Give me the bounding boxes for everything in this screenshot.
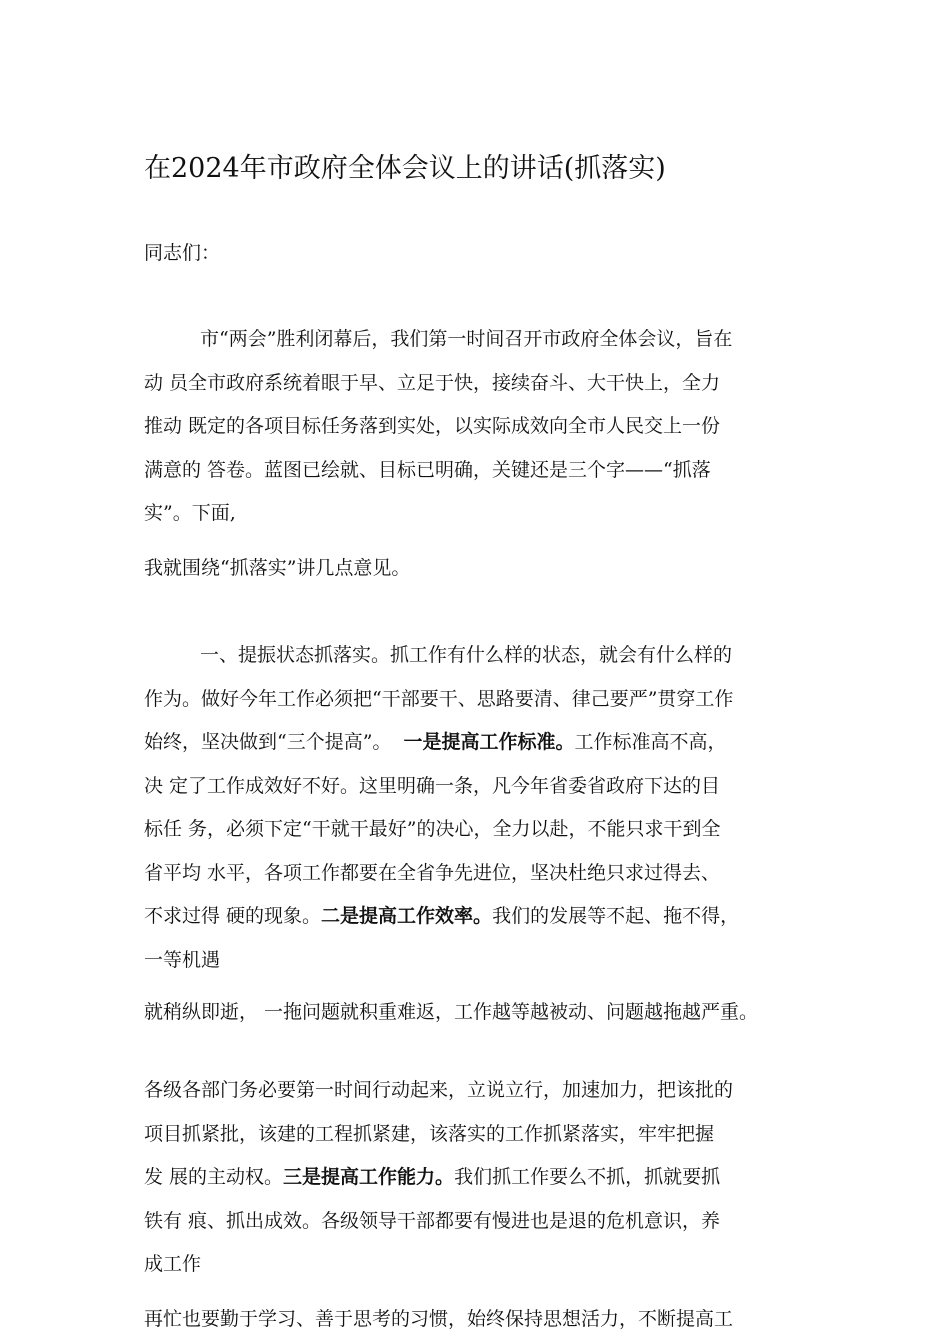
text-run: 我们的发展等不起、拖不得， [492,905,740,927]
paragraph-line: 各级各部门务必要第一时间行动起来，立说立行，加速加力，把该批的 [144,1079,734,1101]
text-run: 发 展的主动权。 [144,1166,284,1188]
paragraph-line: 省平均 水平，各项工作都要在全省争先进位，坚决杜绝只求过得去、 [144,861,721,884]
text-run: 工作标准高不高， [574,731,727,753]
paragraph-line: 一等机遇 [144,948,221,971]
paragraph-line: 实”。下面, [144,502,236,524]
paragraph-line: 决 定了工作成效好不好。这里明确一条，凡今年省委省政府下达的目 [144,774,721,797]
paragraph-line: 项目抓紧批，该建的工程抓紧建，该落实的工作抓紧落实，牢牢把握 [144,1122,715,1145]
paragraph-line: 满意的 答卷。蓝图已绘就、目标已明确，关键还是三个字——“抓落 [144,458,711,481]
paragraph-6 [144,1298,814,1342]
document-title: 在2024年市政府全体会议上的讲话(抓落实) [144,153,666,184]
paragraph-4 [144,991,814,1035]
paragraph-line [144,721,814,765]
paragraph-line: 就稍纵即逝， 一拖问题就积重难返，工作越等越被动、问题越拖越严重。 [144,1001,759,1023]
salutation: 同志们： [144,242,221,264]
paragraph-line: 动 员全市政府系统着眼于早、立足于快，接续奋斗、大干快上，全力 [144,371,721,394]
paragraph-line: 一、提振状态抓落实。抓工作有什么样的状态，就会有什么样的 [200,644,733,666]
paragraph-line: 作为。做好今年工作必须把“干部要干、思路要清、律己要严”贯穿工作 [144,687,734,710]
paragraph-line: 我就围绕“抓落实”讲几点意见。 [144,557,411,579]
bold-heading: 二是提高工作效率。 [321,905,493,927]
paragraph-line [144,895,814,939]
paragraph-1 [144,318,814,536]
paragraph-3 [144,634,814,982]
paragraph-line: 再忙也要勤于学习、善于思考的习惯，始终保持思想活力，不断提高工 [144,1308,734,1330]
paragraph-2 [144,547,814,591]
paragraph-line: 推动 既定的各项目标任务落到实处，以实际成效向全市人民交上一份 [144,415,721,437]
text-run: 我们抓工作要么不抓，抓就要抓 [454,1166,721,1188]
bold-heading: 三是提高工作能力。 [283,1166,455,1188]
paragraph-5 [144,1069,814,1287]
text-run: 不求过得 硬的现象。 [144,905,322,927]
paragraph-line: 成工作 [144,1253,202,1275]
paragraph-line: 标任 务，必须下定“干就干最好”的决心，全力以赴，不能只求干到全 [144,818,721,840]
paragraph-line: 市“两会”胜利闭幕后，我们第一时间召开市政府全体会议，旨在 [200,328,733,350]
paragraph-line [144,1156,814,1200]
paragraph-line: 铁有 痕、抓出成效。各级领导干部都要有慢进也是退的危机意识，养 [144,1209,721,1232]
bold-heading: 一是提高工作标准。 [403,731,575,753]
text-run: 始终，坚决做到“三个提高”。 [144,731,404,753]
